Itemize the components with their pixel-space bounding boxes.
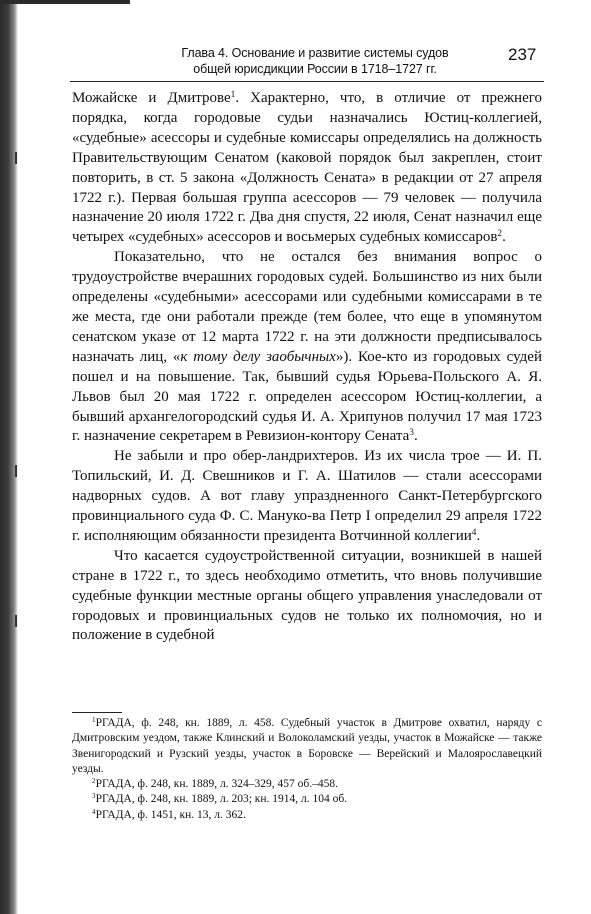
footnote-ref-1: 1 bbox=[230, 89, 236, 100]
footnote-ref-4: 4 bbox=[471, 527, 477, 538]
chapter-title-line-1: Глава 4. Основание и развитие системы судов bbox=[181, 46, 449, 60]
paragraph-4: Что касается судоустройственной ситуации, возникшей в нашей стране в 1722 г., то здесь необходимо отметить, что вновь получившие судебные функции местные органы общего управления унаследовали от городовых и провинциальных судов не только их полномочия, но и положение в судебной bbox=[72, 547, 542, 644]
paragraph-3-text-a: Не забыли и про обер-ландрихтеров. Из их числа трое — И. П. Топильский, И. Д. Свешников и Г. А. Шатилов — стали асессорами надворных судов. А вот главу упраздненного Санкт-Петербургского провинциального суда Ф. С. Мануко-ва Петр I определил 29 апреля 1722 г. исполняющим обязанности президента Вотчинной коллегии bbox=[72, 448, 542, 544]
footnote-text: РГАДА, ф. 248, кн. 1889, л. 203; кн. 1914, л. 104 об. bbox=[95, 793, 348, 806]
scan-speck bbox=[15, 465, 17, 477]
running-head bbox=[150, 45, 480, 77]
paragraph-1-text-a: Можайске и Дмитрове bbox=[72, 90, 231, 106]
footnote-text: РГАДА, ф. 248, кн. 1889, л. 458. Судебный участок в Дмитрове охватил, наряду с Дмитровским уездом, также Клинский и Волоколамский уезды, участок в Можайске — также Звенигородский и Рузский уезды, участок в Боровске — Верейский и Малоярославецкий уезды. bbox=[72, 717, 542, 775]
footnote-ref-3: 3 bbox=[409, 428, 414, 439]
paragraph-3-text-b: . bbox=[476, 527, 481, 544]
paragraph-1-text-c: . bbox=[502, 229, 506, 246]
paragraph-2-text-b: »). Кое-кто из городовых судей пошел и на повышение. Так, бывший судья Юрьева-Польского А. Я. Львов был 20 мая 1722 г. определен асессором Юстиц-коллегии, а бывший архангелогородский судья И. А. Хрипунов получил 17 мая 1723 г. назначение секретарем в Ревизион-контору Сената bbox=[72, 348, 542, 445]
footnote-1 bbox=[72, 716, 542, 777]
paragraph-1 bbox=[72, 89, 542, 248]
paragraph-2-italic-quote: к тому делу заобычных bbox=[180, 348, 336, 365]
paragraph-2 bbox=[72, 248, 542, 447]
paragraph-2-text-a: Показательно, что не остался без внимания вопрос о трудоустройстве вчерашних городовых судей. Большинство из них были определены «судебными» асессорами или судебными комиссарами в те же места, где они работали прежде (тем более, что еще в упомянутом сенатском указе от 12 марта 1722 г. на эти должности предписывалось назначать лиц, « bbox=[72, 249, 542, 365]
chapter-title-line-2: общей юрисдикции России в 1718–1727 гг. bbox=[193, 62, 437, 76]
footnote-rule bbox=[72, 712, 122, 713]
paragraph-2-text-c: . bbox=[413, 428, 418, 445]
page-number: 237 bbox=[508, 45, 537, 64]
footnote-text: РГАДА, ф. 1451, кн. 13, л. 362. bbox=[95, 808, 246, 821]
footnotes bbox=[72, 716, 542, 823]
paragraph-3 bbox=[72, 447, 542, 547]
footnote-number: 4 bbox=[92, 807, 96, 816]
footnote-4 bbox=[72, 808, 542, 823]
footnote-3 bbox=[72, 792, 542, 807]
footnote-number: 2 bbox=[92, 777, 96, 786]
scan-top-edge bbox=[0, 0, 130, 4]
footnote-text: РГАДА, ф. 248, кн. 1889, л. 324–329, 457 об.–458. bbox=[95, 778, 338, 791]
main-text bbox=[72, 89, 542, 646]
footnote-number: 3 bbox=[92, 792, 96, 801]
footnote-ref-2: 2 bbox=[497, 229, 503, 240]
footnote-2 bbox=[72, 777, 542, 792]
scan-speck bbox=[15, 615, 17, 627]
scan-speck bbox=[15, 152, 17, 164]
scan-binding-edge bbox=[0, 0, 18, 914]
paragraph-1-text-b: . Характерно, что, в отличие от прежнего порядка, когда городовые судьи назначались Юстиц-коллегией, «судебные» асессоры и судебные комиссары определялись на должность Правительствующим Сенатом (каковой порядок был закреплен, стоит повторить, в ст. 5 закона «Должность Сената» в редакции от 27 апреля 1722 г.). Первая большая группа асессоров — 79 человек — получила назначение 20 июля 1722 г. Два дня спустя, 22 июля, Сенат назначил еще четырех «судебных» асессоров и восьмерых судебных комиссаров bbox=[72, 90, 542, 246]
footnote-number: 1 bbox=[92, 716, 96, 725]
header-rule bbox=[70, 81, 544, 82]
